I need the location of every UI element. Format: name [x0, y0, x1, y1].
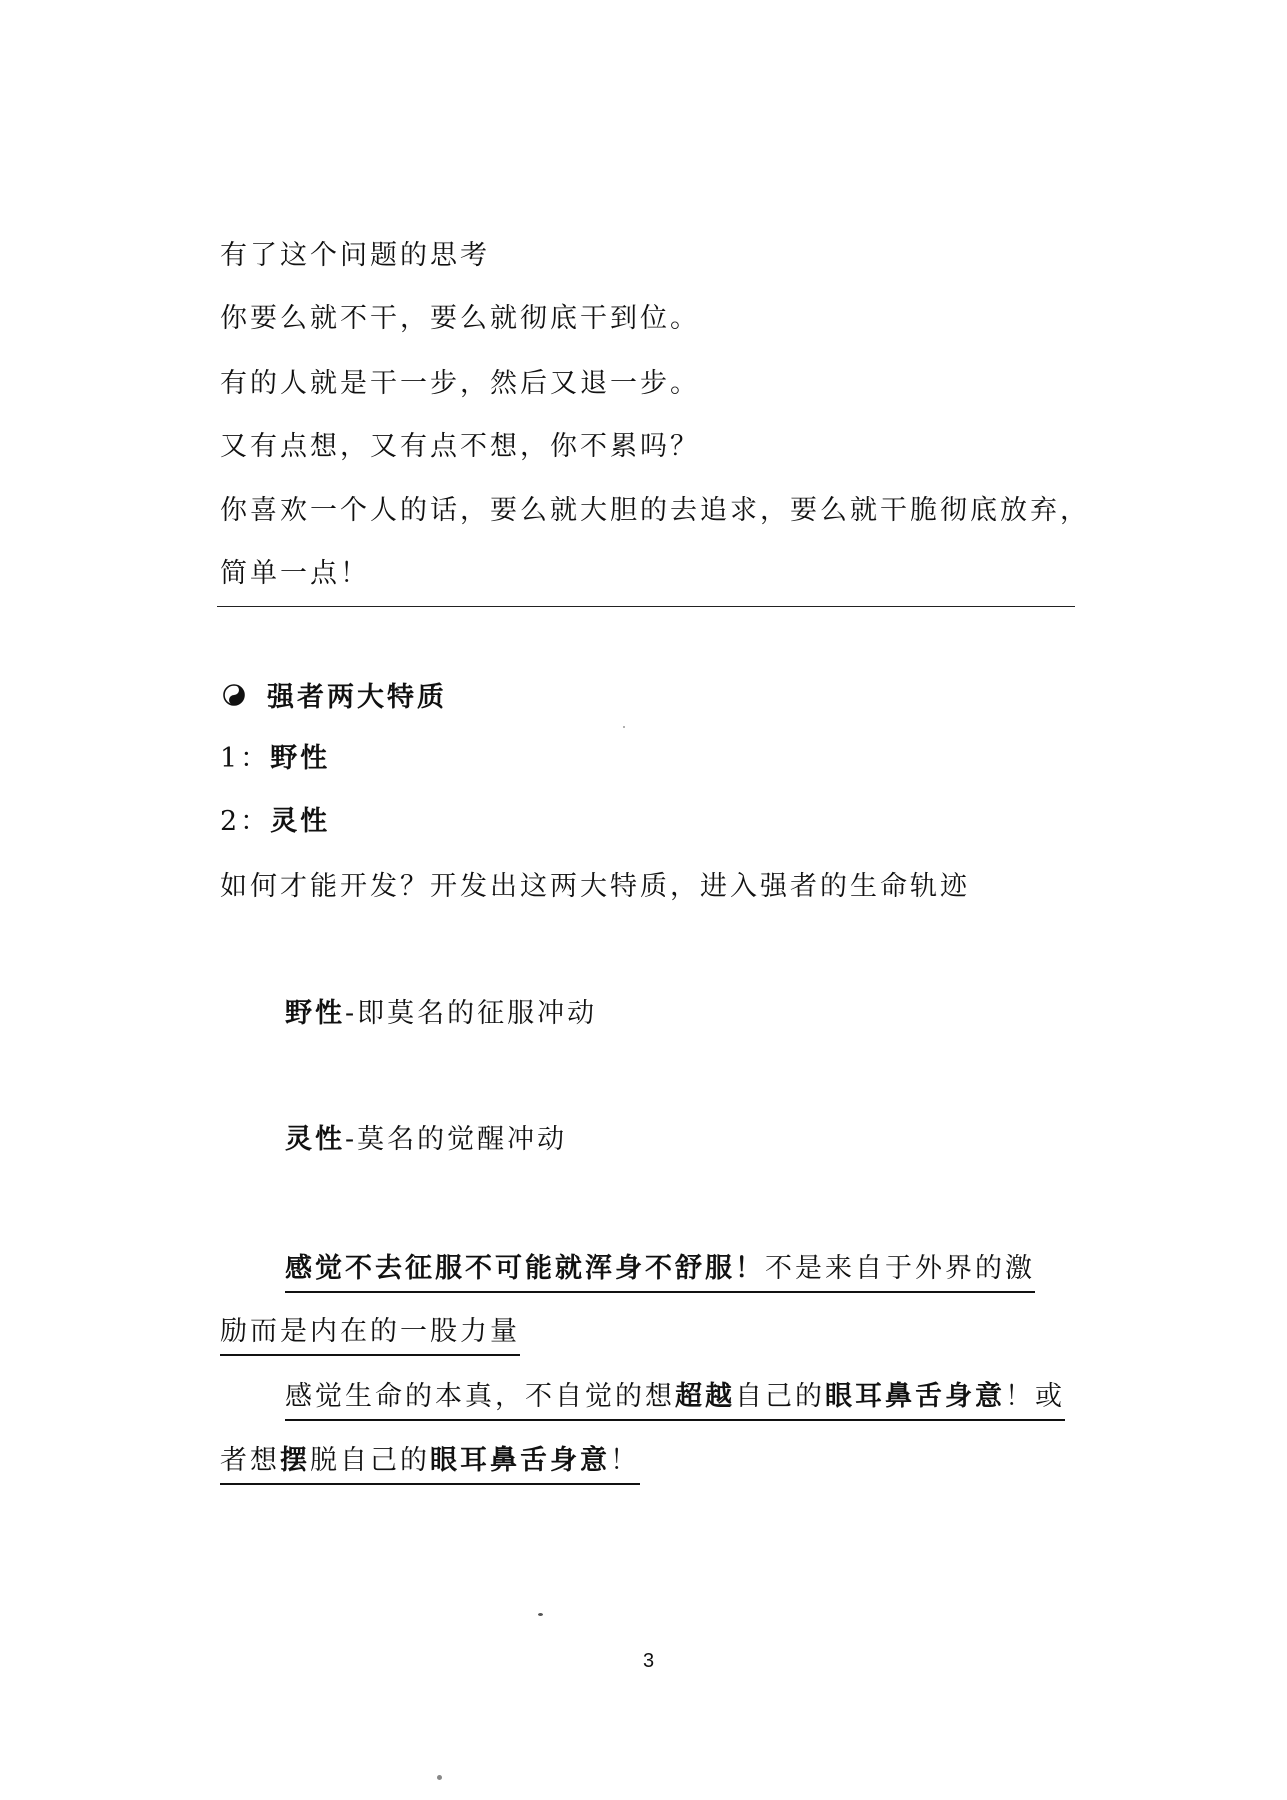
text-line: 你喜欢一个人的话，要么就大胆的去追求，要么就干脆彻底放弃，: [220, 495, 1090, 526]
list-label: 野性: [270, 743, 331, 774]
text-line: 有的人就是干一步，然后又退一步。: [220, 368, 700, 399]
body-text: 脱自己的: [310, 1445, 430, 1476]
definition-text: -莫名的觉醒冲动: [345, 1124, 568, 1155]
text-line: 简单一点！: [220, 558, 370, 589]
emphasis-text: 摆: [280, 1445, 310, 1476]
body-text: 自己的: [735, 1381, 825, 1412]
emphasis-text: 眼耳鼻舌身意: [825, 1381, 1005, 1412]
body-text: 不是来自于外界的激: [765, 1253, 1035, 1284]
list-item: [220, 745, 330, 772]
section-heading: 强者两大特质: [267, 682, 447, 713]
paragraph-line: [220, 1447, 640, 1485]
definition-term: 野性: [285, 998, 345, 1029]
emphasis-text: 超越: [675, 1381, 735, 1412]
definition-line: [285, 1126, 567, 1153]
body-text: ！: [610, 1445, 640, 1476]
body-text: 者想: [220, 1445, 280, 1476]
text-line: 你要么就不干，要么就彻底干到位。: [220, 303, 700, 334]
text-line: 又有点想，又有点不想，你不累吗？: [220, 431, 700, 462]
list-label: 灵性: [270, 806, 331, 837]
yin-yang-icon: [223, 684, 245, 706]
horizontal-divider: [217, 606, 1075, 607]
page-number: 3: [643, 1650, 655, 1672]
paragraph-line: [220, 1318, 520, 1356]
definition-text: -即莫名的征服冲动: [345, 998, 598, 1029]
text-line: 有了这个问题的思考: [220, 240, 490, 271]
scan-speck: [437, 1775, 442, 1780]
emphasis-text: 感觉不去征服不可能就浑身不舒服！: [285, 1253, 765, 1284]
paragraph-line: [285, 1383, 1065, 1421]
definition-term: 灵性: [285, 1124, 345, 1155]
list-number: 1：: [220, 743, 271, 774]
body-text: 励而是内在的一股力量: [220, 1316, 520, 1347]
paragraph-line: [285, 1255, 1035, 1293]
list-number: 2：: [220, 806, 271, 837]
scan-speck: [623, 726, 625, 728]
scan-speck: [538, 1613, 543, 1616]
body-text: ！或: [1005, 1381, 1065, 1412]
definition-line: [285, 1000, 597, 1027]
body-text: 感觉生命的本真，不自觉的想: [285, 1381, 675, 1412]
emphasis-text: 眼耳鼻舌身意: [430, 1445, 610, 1476]
question-line: 如何才能开发？开发出这两大特质，进入强者的生命轨迹: [220, 871, 970, 902]
list-item: [220, 808, 330, 835]
